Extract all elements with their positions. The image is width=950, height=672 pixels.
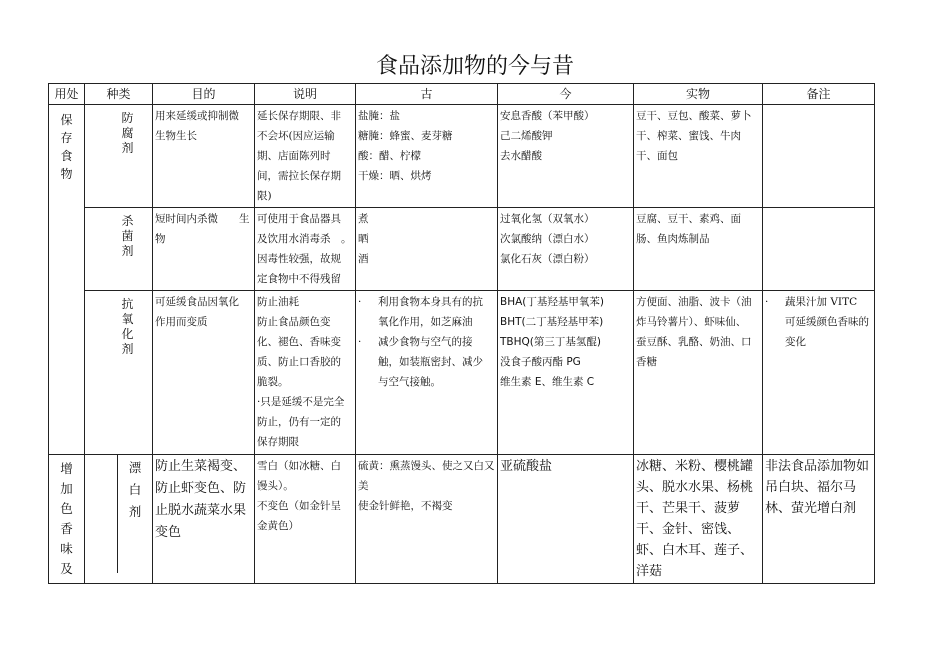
list-item: · 减少食物与空气的接触，如装瓶密封、减少与空气接触。 [358,332,491,392]
ancient-cell: 硫黄：熏蒸馒头、使之又白又美 使金针鲜艳，不褐变 [356,455,498,584]
category-cell: 漂 白 剂 [85,455,153,584]
purpose-cell: 防止生菜褐变、 防止虾变色、防 止脱水蔬菜水果 变色 [153,455,255,584]
examples-cell: 冰糖、米粉、樱桃罐 头、脱水水果、杨桃 干、芒果干、菠萝 干、金针、密饯、 虾、白木耳、莲子、 洋菇 [634,455,763,584]
purpose-cell: 短时间内杀微 生 物 [153,208,255,291]
ancient-cell [356,291,498,455]
category-cell: 抗 氧 化 剂 [85,291,153,455]
remark-cell: 非法食品添加物如吊白块、福尔马林、萤光增白剂 [763,455,875,584]
table-row [49,208,875,291]
list-item: · 蔬果汁加 VITC 可延缓颜色香味的变化 [765,292,870,352]
header-examples: 实物 [634,84,763,105]
header-purpose: 目的 [153,84,255,105]
note-cell: 可使用于食品器具 及饮用水消毒杀 。 因毒性较强，故规 定食物中不得残留 [255,208,356,291]
table-row [49,455,875,584]
category-subcell [85,455,118,573]
header-category: 种类 [85,84,153,105]
note-cell: 雪白（如冰糖、白 馒头）。 不变色（如金针呈 金黄色） [255,455,356,584]
header-row [49,84,875,105]
category-cell: 防 腐 剂 [85,105,153,208]
ancient-cell: 煮 晒 酒 [356,208,498,291]
purpose-cell: 可延缓食品因氧化 作用而变质 [153,291,255,455]
table-row [49,105,875,208]
additives-table [48,83,875,584]
purpose-cell: 用来延缓或抑制微 生物生长 [153,105,255,208]
header-note: 说明 [255,84,356,105]
header-ancient: 古 [356,84,498,105]
modern-cell: 亚硫酸盐 [498,455,634,584]
examples-cell: 方便面、油脂、波卡（油 炸马铃薯片）、虾味仙、 蚕豆酥、乳酪、奶油、口 香糖 [634,291,763,455]
header-use: 用处 [49,84,85,105]
modern-cell: 过氧化氢（双氧水） 次氯酸纳（漂白水） 氯化石灰（漂白粉） [498,208,634,291]
list-item: · 利用食物本身具有的抗氧化作用，如芝麻油 [358,292,491,332]
note-cell: 延长保存期限、非 不会坏(因应运输 期、店面陈列时 间，需拉长保存期 限) [255,105,356,208]
examples-cell: 豆腐、豆干、素鸡、面 肠、鱼肉炼制品 [634,208,763,291]
remark-cell [763,208,875,291]
use-cell-preserve: 保 存 食 物 [49,105,85,455]
ancient-cell: 盐腌：盐 糖腌：蜂蜜、麦芽糖 酸：醋、柠檬 干燥：晒、烘烤 [356,105,498,208]
modern-cell: 安息香酸（苯甲酸） 己二烯酸钾 去水醋酸 [498,105,634,208]
remark-cell [763,105,875,208]
page-title: 食品添加物的今与昔 [375,54,574,79]
category-cell: 杀 菌 剂 [85,208,153,291]
table-row [49,291,875,455]
modern-cell: BHA(丁基羟基甲氧苯) BHT(二丁基羟基甲苯) TBHQ(第三丁基氢醌) 没食子酸丙酯 PG 维生素 E、维生素 C [498,291,634,455]
header-remark: 备注 [763,84,875,105]
use-cell-enhance: 增 加 色 香 味 及 [49,455,85,584]
header-modern: 今 [498,84,634,105]
remark-cell [763,291,875,455]
examples-cell: 豆干、豆包、酸菜、萝卜 干、榨菜、蜜饯、牛肉 干、面包 [634,105,763,208]
note-cell: 防止油耗 防止食品颜色变 化、褪色、香味变 质、防止口香胶的 脆裂。 ·只是延缓不是完全 防止，仍有一定的 保存期限 [255,291,356,455]
